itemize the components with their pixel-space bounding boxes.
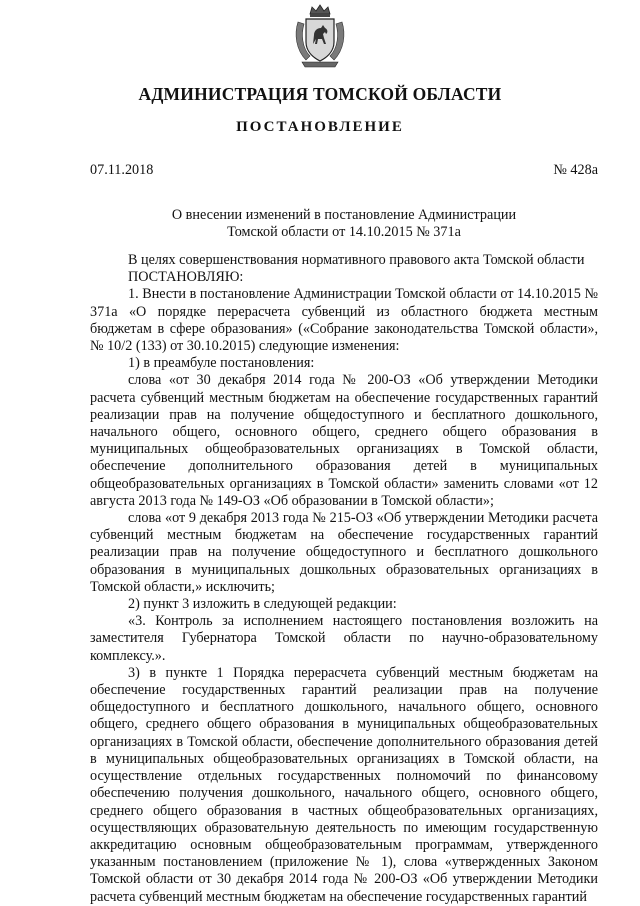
body-paragraph: «3. Контроль за исполнением настоящего постановления возложить на заместителя Губернатора Томской области по научно-образовательному комплексу.». [90,613,598,664]
document-date: 07.11.2018 [90,162,154,178]
document-body [90,252,598,906]
body-paragraph: 1. Внести в постановление Администрации Томской области от 14.10.2015 № 371а «О порядке перерасчета субвенций из областного бюджета местным бюджетам в сфере образования» («Собрание законодательства Томской области», № 10/2 (133) от 30.10.2015) следующие изменения: [90,286,598,355]
subject-line: Томской области от 14.10.2015 № 371а [227,223,461,240]
body-paragraph: слова «от 9 декабря 2013 года № 215-ОЗ «Об утверждении Методики расчета субвенций местным бюджетам на обеспечение государственных гарантий реализации прав на получение общедоступного и бесплатного дошкольного образования в муниципальных дошкольных образовательных организациях в Томской области,» исключить; [90,510,598,595]
body-paragraph: 2) пункт 3 изложить в следующей редакции: [128,596,397,613]
coat-of-arms-icon [292,4,348,70]
document-subject [90,207,598,241]
organization-title: АДМИНИСТРАЦИЯ ТОМСКОЙ ОБЛАСТИ [138,84,502,104]
document-type: ПОСТАНОВЛЕНИЕ [236,119,404,135]
body-paragraph: 3) в пункте 1 Порядка перерасчета субвенций местным бюджетам на обеспечение государственных гарантий реализации прав на получение общедоступного и бесплатного дошкольного, начального общего, основного общего, среднего общего образования в муниципальных общеобразовательных организациях в Томской области, обеспечение дополнительного образования детей в муниципальных общеобразовательных организациях в Томской области, на осуществление отдельных государственных полномочий по финансовому обеспечению получения дошкольного, начального общего, основного общего, среднего общего образования в частных общеобразовательных организациях, осуществляющих образовательную деятельность по имеющим государственную аккредитацию основным общеобразовательным программам, утвержденного указанным постановлением (приложение № 1), слова «утвержденных Законом Томской области от 30 декабря 2014 года № 200-ОЗ «Об утверждении Методики расчета субвенций местным бюджетам на обеспечение государственных гарантий [90,664,598,905]
subject-line: О внесении изменений в постановление Администрации [171,207,517,223]
body-paragraph: В целях совершенствования нормативного правового акта Томской области [128,252,585,268]
resolution-word: ПОСТАНОВЛЯЮ: [128,269,244,286]
document-number: № 428а [553,162,598,178]
body-paragraph: слова «от 30 декабря 2014 года № 200-ОЗ «Об утверждении Методики расчета субвенций местным бюджетам на обеспечение государственных гарантий реализации прав на получение общедоступного и бесплатного дошкольного, начального общего, основного общего, среднего общего образования в муниципальных общеобразовательных организациях в Томской области, обеспечение дополнительного образования детей в муниципальных общеобразовательных организациях в Томской области» заменить словами «от 12 августа 2013 года № 149-ОЗ «Об образовании в Томской области»; [90,372,598,509]
body-paragraph: 1) в преамбуле постановления: [128,355,315,372]
